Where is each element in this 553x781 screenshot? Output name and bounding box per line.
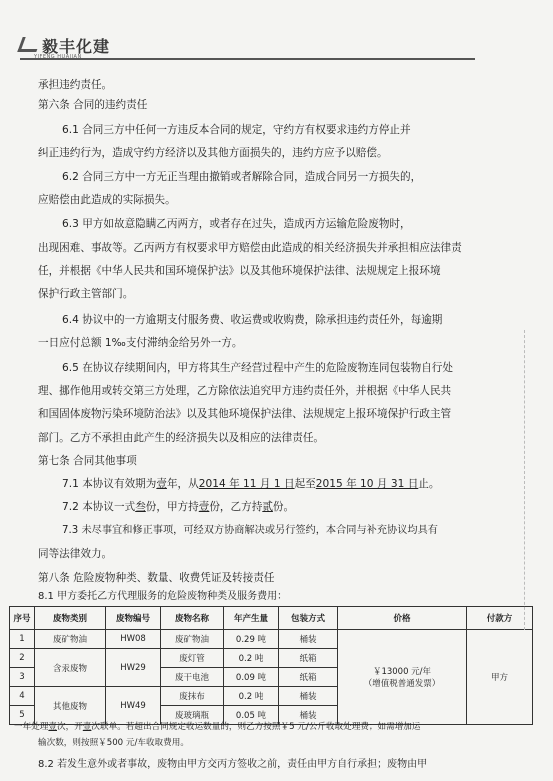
header-cell: 价格 bbox=[338, 607, 467, 630]
section-heading: 第七条 合同其他事项 bbox=[38, 455, 137, 467]
cell-no: 3 bbox=[10, 668, 35, 687]
text-line: 同等法律效力。 bbox=[38, 548, 113, 560]
cell-no: 1 bbox=[10, 630, 35, 649]
price-value: ￥13000 元/年 bbox=[372, 667, 432, 677]
clause-8-2: 8.2 若发生意外或者事故，废物由甲方交丙方签收之前，责任由甲方自行承担；废物由甲 bbox=[38, 759, 428, 770]
cell-no: 4 bbox=[10, 687, 35, 706]
cell-qty: 0.05 吨 bbox=[224, 706, 279, 725]
section-heading: 第六条 合同的违约责任 bbox=[38, 99, 148, 111]
header-cell: 废物类别 bbox=[35, 607, 106, 630]
header-cell: 年产生量 bbox=[224, 607, 279, 630]
text-line: 7.3 未尽事宜和修正事项，可经双方协商解决或另行签约，本合同与补充协议均具有 bbox=[62, 525, 438, 536]
logo-icon bbox=[17, 37, 41, 52]
text-line: 部门。乙方不承担由此产生的经济损失以及相应的法律责任。 bbox=[38, 432, 325, 444]
cell-code: HW08 bbox=[106, 630, 161, 649]
seal-stamp-edge bbox=[524, 330, 553, 630]
cell-qty: 0.09 吨 bbox=[224, 668, 279, 687]
waste-fee-table bbox=[9, 606, 533, 725]
text-line: 理、挪作他用或转交第三方处理，乙方除依法追究甲方违约责任外，并根据《中华人民共 bbox=[38, 385, 452, 397]
text-line: 任，并根据《中华人民共和国环境保护法》以及其他环境保护法律、法规规定上报环境 bbox=[38, 265, 441, 277]
header-cell: 序号 bbox=[10, 607, 35, 630]
cell-name: 废玻璃瓶 bbox=[161, 706, 224, 725]
header-divider bbox=[20, 58, 475, 60]
price-note: （增值税普通发票） bbox=[363, 679, 441, 689]
cell-no: 5 bbox=[10, 706, 35, 725]
header-cell: 废物编号 bbox=[106, 607, 161, 630]
logo-text: 毅丰化建 bbox=[42, 37, 111, 56]
table-header-row bbox=[10, 607, 533, 630]
section-8-heading: 第八条 危险废物种类、数量、收费凭证及转接责任 bbox=[38, 572, 275, 584]
text-line: 出现困难、事故等。乙丙两方有权要求甲方赔偿由此造成的相关经济损失并承担相应法律责 bbox=[38, 242, 462, 254]
text-line: 6.4 协议中的一方逾期支付服务费、收运费或收购费，除承担违约责任外，每逾期 bbox=[62, 314, 443, 326]
text-line: 一日应付总额 1‰支付滞纳金给另外一方。 bbox=[38, 337, 243, 349]
cell-pack: 纸箱 bbox=[279, 649, 338, 668]
cell-name: 废干电池 bbox=[161, 668, 224, 687]
cell-qty: 0.2 吨 bbox=[224, 687, 279, 706]
cell-qty: 0.29 吨 bbox=[224, 630, 279, 649]
cell-payer: 甲方 bbox=[467, 630, 533, 725]
cell-pack: 桶装 bbox=[279, 687, 338, 706]
text-line: 保护行政主管部门。 bbox=[38, 288, 134, 300]
cell-category: 其他废物 bbox=[35, 687, 106, 725]
cell-pack: 桶装 bbox=[279, 706, 338, 725]
text-line: 6.2 合同三方中一方无正当理由撤销或者解除合同，造成合同另一方损失的， bbox=[62, 171, 422, 183]
fee-note-line2: 输次数，则按照￥500 元/车收取费用。 bbox=[38, 738, 189, 748]
clause-7-2: 7.2 本协议一式叁份，甲方持壹份，乙方持贰份。 bbox=[62, 501, 295, 513]
table-row bbox=[10, 630, 533, 649]
cell-category: 含汞废物 bbox=[35, 649, 106, 687]
cell-price bbox=[338, 630, 467, 725]
cell-code: HW49 bbox=[106, 687, 161, 725]
text-line: 和国固体废物污染环境防治法》以及其他环境保护法律、法规规定上报环境保护行政主管 bbox=[38, 408, 452, 420]
text-line: 6.1 合同三方中任何一方违反本合同的规定，守约方有权要求违约方停止并 bbox=[62, 124, 411, 136]
cell-name: 废灯管 bbox=[161, 649, 224, 668]
text-line: 6.3 甲方如故意隐瞒乙丙两方，或者存在过失，造成丙方运输危险废物时， bbox=[62, 218, 411, 230]
header-cell: 废物名称 bbox=[161, 607, 224, 630]
cell-no: 2 bbox=[10, 649, 35, 668]
cell-pack: 纸箱 bbox=[279, 668, 338, 687]
cell-category: 废矿物油 bbox=[35, 630, 106, 649]
clause-7-1: 7.1 本协议有效期为壹年，从2014 年 11 月 1 日起至2015 年 10 月 31 日止。 bbox=[62, 478, 440, 490]
text-line: 承担违约责任。 bbox=[38, 79, 113, 91]
cell-qty: 0.2 吨 bbox=[224, 649, 279, 668]
logo-subtitle: YIFENG HUAJIAN bbox=[34, 54, 82, 60]
text-line: 应赔偿由此造成的实际损失。 bbox=[38, 194, 176, 206]
clause-8-1: 8.1 甲方委托乙方代理服务的危险废物种类及服务费用： bbox=[38, 591, 288, 602]
text-line: 6.5 在协议存续期间内，甲方将其生产经营过程中产生的危险废物连同包装物自行处 bbox=[62, 362, 453, 374]
header-cell: 付款方 bbox=[467, 607, 533, 630]
cell-code: HW29 bbox=[106, 649, 161, 687]
cell-name: 废抹布 bbox=[161, 687, 224, 706]
header-cell: 包装方式 bbox=[279, 607, 338, 630]
text-line: 纠正违约行为，造成守约方经济以及其他方面损失的，违约方应予以赔偿。 bbox=[38, 147, 388, 159]
cell-name: 废矿物油 bbox=[161, 630, 224, 649]
cell-pack: 桶装 bbox=[279, 630, 338, 649]
fee-note: 一年处理壹次，开壹次联单。若超出合同规定收运数量的，则乙方按照￥5 元/公斤收取处理费；如需增加运 bbox=[14, 722, 421, 732]
